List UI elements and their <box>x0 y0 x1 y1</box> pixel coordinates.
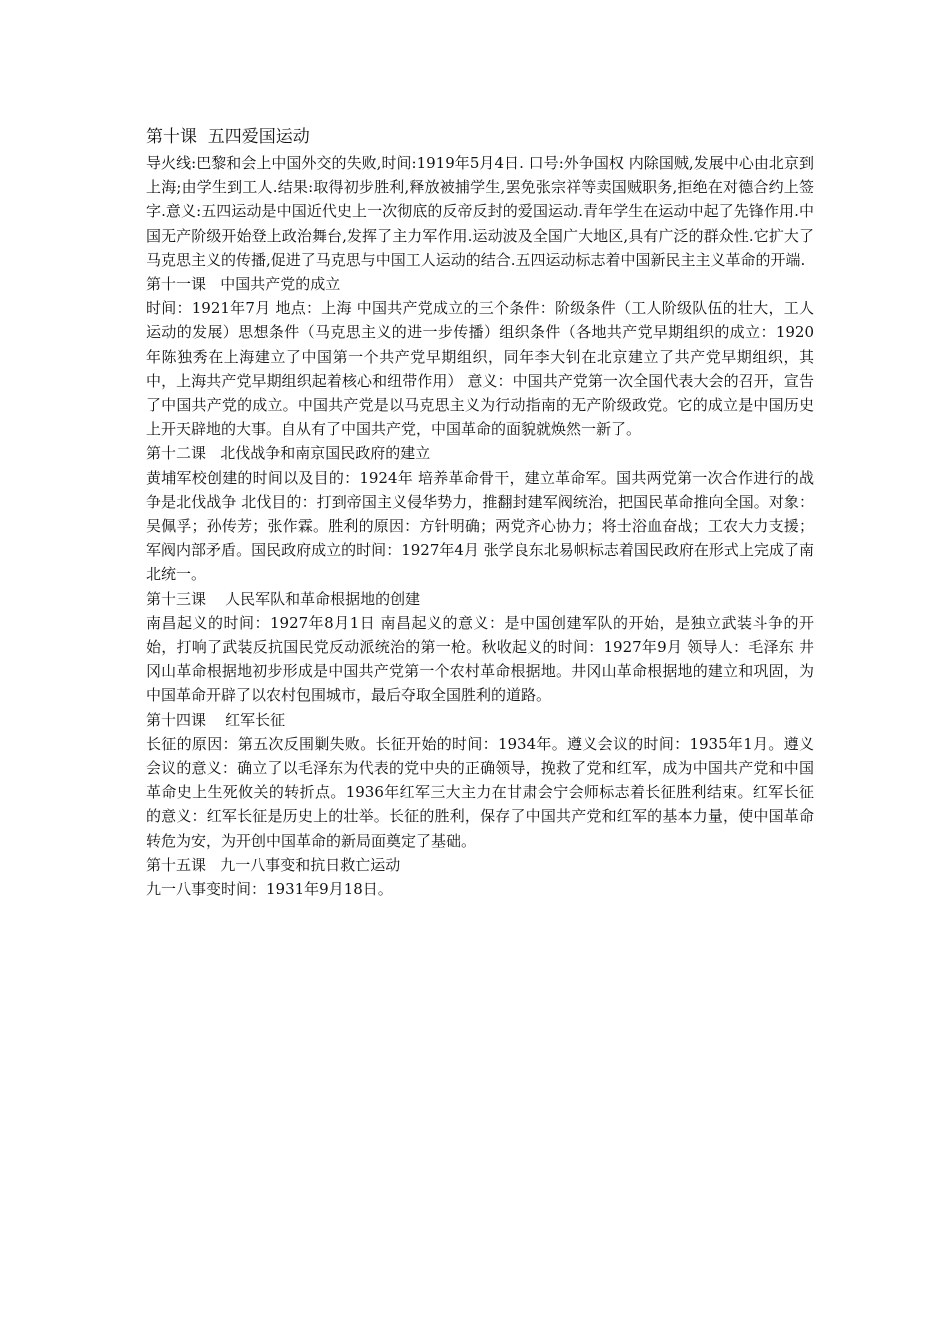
lesson-10-title: 第十课 五四爱国运动 <box>146 127 310 147</box>
lesson-11-title: 第十一课 中国共产党的成立 <box>146 275 341 294</box>
lesson-15-body: 九一八事变时间：1931年9月18日。 <box>146 880 393 899</box>
document-page <box>146 124 814 901</box>
lesson-13-body: 南昌起义的时间：1927年8月1日 南昌起义的意义：是中国创建军队的开始，是独立武装斗争的开始，打响了武装反抗国民党反动派统治的第一枪。秋收起义的时间：1927年9月 领导人：毛泽东 井冈山革命根据地初步形成是中国共产党第一个农村革命根据地。井冈山革命根据地的建立和巩固，为中国革命开辟了以农村包围城市，最后夺取全国胜利的道路。 <box>146 613 814 705</box>
lesson-11-body: 时间：1921年7月 地点：上海 中国共产党成立的三个条件：阶级条件（工人阶级队伍的壮大，工人运动的发展）思想条件（马克思主义的进一步传播）组织条件（各地共产党早期组织的成立：1920年陈独秀在上海建立了中国第一个共产党早期组织，同年李大钊在北京建立了共产党早期组织，其中，上海共产党早期组织起着核心和纽带作用） 意义：中国共产党第一次全国代表大会的召开，宣告了中国共产党的成立。中国共产党是以马克思主义为行动指南的无产阶级政党。它的成立是中国历史上开天辟地的大事。自从有了中国共产党，中国革命的面貌就焕然一新了。 <box>146 299 814 439</box>
lesson-12-body: 黄埔军校创建的时间以及目的：1924年 培养革命骨干，建立革命军。国共两党第一次合作进行的战争是北伐战争 北伐目的：打到帝国主义侵华势力，推翻封建军阀统治，把国民革命推向全国。对象：吴佩孚；孙传芳；张作霖。胜利的原因：方针明确；两党齐心协力；将士浴血奋战；工农大力支援；军阀内部矛盾。国民政府成立的时间：1927年4月 张学良东北易帜标志着国民政府在形式上完成了南北统一。 <box>146 468 814 584</box>
lesson-14-title: 第十四课 红军长征 <box>146 710 286 729</box>
lesson-10-body: 导火线:巴黎和会上中国外交的失败,时间:1919年5月4日. 口号:外争国权 内除国贼,发展中心由北京到上海;由学生到工人.结果:取得初步胜利,释放被捕学生,罢免张宗祥等卖国贼职务,拒绝在对德合约上签字.意义:五四运动是中国近代史上一次彻底的反帝反封的爱国运动.青年学生在运动中起了先锋作用.中国无产阶级开始登上政治舞台,发挥了主力军作用.运动波及全国广大地区,具有广泛的群众性.它扩大了马克思主义的传播,促进了马克思与中国工人运动的结合.五四运动标志着中国新民主主义革命的开端. <box>146 154 814 269</box>
lesson-14-body: 长征的原因：第五次反围剿失败。长征开始的时间：1934年。遵义会议的时间：1935年1月。遵义会议的意义：确立了以毛泽东为代表的党中央的正确领导，挽救了党和红军，成为中国共产党和中国革命史上生死攸关的转折点。1936年红军三大主力在甘肃会宁会师标志着长征胜利结束。红军长征的意义：红军长征是历史上的壮举。长征的胜利，保存了中国共产党和红军的基本力量，使中国革命转危为安，为开创中国革命的新局面奠定了基础。 <box>146 734 814 850</box>
lesson-15-title: 第十五课 九一八事变和抗日救亡运动 <box>146 855 401 874</box>
lesson-12-title: 第十二课 北伐战争和南京国民政府的建立 <box>146 444 431 463</box>
lesson-13-title: 第十三课 人民军队和革命根据地的创建 <box>146 589 421 608</box>
